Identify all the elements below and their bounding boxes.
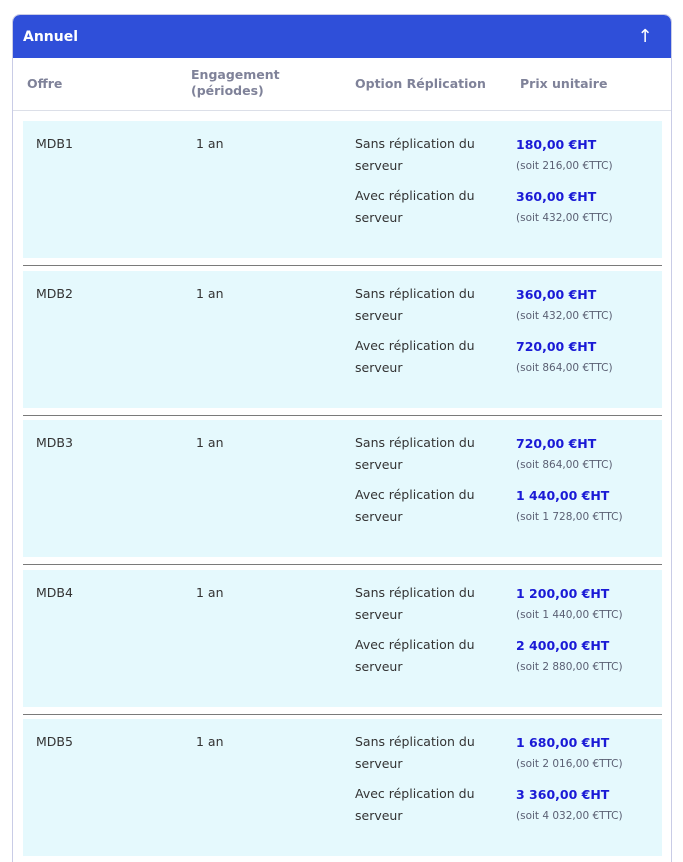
row-divider xyxy=(23,714,662,715)
table-row xyxy=(23,570,662,707)
unit-price xyxy=(516,435,656,473)
table-row xyxy=(23,719,662,856)
table-row xyxy=(23,420,662,557)
engagement-value: 1 an xyxy=(196,435,224,450)
row-divider xyxy=(23,415,662,416)
replication-option-label: Sans réplication du serveur xyxy=(355,136,475,173)
price-ttc: (soit 864,00 €TTC) xyxy=(516,459,613,471)
column-header-option: Option Réplication xyxy=(355,76,486,91)
unit-price xyxy=(516,286,656,324)
price-ttc: (soit 4 032,00 €TTC) xyxy=(516,810,623,822)
price-ttc: (soit 432,00 €TTC) xyxy=(516,212,613,224)
price-ht: 1 680,00 €HT xyxy=(516,735,610,750)
price-ht: 360,00 €HT xyxy=(516,287,597,302)
engagement-value: 1 an xyxy=(196,734,224,749)
price-ht: 3 360,00 €HT xyxy=(516,787,610,802)
price-ht: 1 200,00 €HT xyxy=(516,586,610,601)
unit-price xyxy=(516,734,656,772)
unit-price xyxy=(516,487,656,525)
offer-name: MDB1 xyxy=(36,136,73,151)
replication-option-label: Avec réplication du serveur xyxy=(355,338,475,375)
column-header-price: Prix unitaire xyxy=(520,76,608,91)
column-header-engagement xyxy=(191,67,311,99)
engagement-value: 1 an xyxy=(196,286,224,301)
pricing-panel xyxy=(12,14,672,862)
price-ttc: (soit 2 880,00 €TTC) xyxy=(516,661,623,673)
replication-option-label: Sans réplication du serveur xyxy=(355,734,475,771)
unit-price xyxy=(516,637,656,675)
table-row xyxy=(23,121,662,258)
replication-option-label: Sans réplication du serveur xyxy=(355,435,475,472)
replication-option-label: Avec réplication du serveur xyxy=(355,487,475,524)
price-ht: 360,00 €HT xyxy=(516,189,597,204)
price-ht: 2 400,00 €HT xyxy=(516,638,610,653)
replication-option-label: Sans réplication du serveur xyxy=(355,286,475,323)
price-ht: 720,00 €HT xyxy=(516,436,597,451)
price-ht: 720,00 €HT xyxy=(516,339,597,354)
price-ttc: (soit 1 728,00 €TTC) xyxy=(516,511,623,523)
unit-price xyxy=(516,585,656,623)
price-ht: 1 440,00 €HT xyxy=(516,488,610,503)
replication-option-label: Avec réplication du serveur xyxy=(355,637,475,674)
replication-option-label: Avec réplication du serveur xyxy=(355,786,475,823)
offer-name: MDB5 xyxy=(36,734,73,749)
price-ttc: (soit 2 016,00 €TTC) xyxy=(516,758,623,770)
unit-price xyxy=(516,786,656,824)
column-header-offer: Offre xyxy=(27,76,63,91)
engagement-value: 1 an xyxy=(196,585,224,600)
table-header xyxy=(13,58,671,111)
panel-header[interactable] xyxy=(13,15,671,58)
price-ttc: (soit 216,00 €TTC) xyxy=(516,160,613,172)
table-row xyxy=(23,271,662,408)
offer-name: MDB3 xyxy=(36,435,73,450)
row-divider xyxy=(23,564,662,565)
unit-price xyxy=(516,188,656,226)
engagement-value: 1 an xyxy=(196,136,224,151)
column-header-engagement-line2: (périodes) xyxy=(191,83,264,98)
price-ttc: (soit 432,00 €TTC) xyxy=(516,310,613,322)
unit-price xyxy=(516,136,656,174)
offer-name: MDB4 xyxy=(36,585,73,600)
price-ttc: (soit 864,00 €TTC) xyxy=(516,362,613,374)
replication-option-label: Sans réplication du serveur xyxy=(355,585,475,622)
unit-price xyxy=(516,338,656,376)
price-ht: 180,00 €HT xyxy=(516,137,597,152)
replication-option-label: Avec réplication du serveur xyxy=(355,188,475,225)
row-divider xyxy=(23,265,662,266)
column-header-engagement-line1: Engagement xyxy=(191,67,280,82)
arrow-up-icon[interactable]: ↑ xyxy=(637,25,653,47)
price-ttc: (soit 1 440,00 €TTC) xyxy=(516,609,623,621)
offer-name: MDB2 xyxy=(36,286,73,301)
panel-title: Annuel xyxy=(23,28,79,45)
